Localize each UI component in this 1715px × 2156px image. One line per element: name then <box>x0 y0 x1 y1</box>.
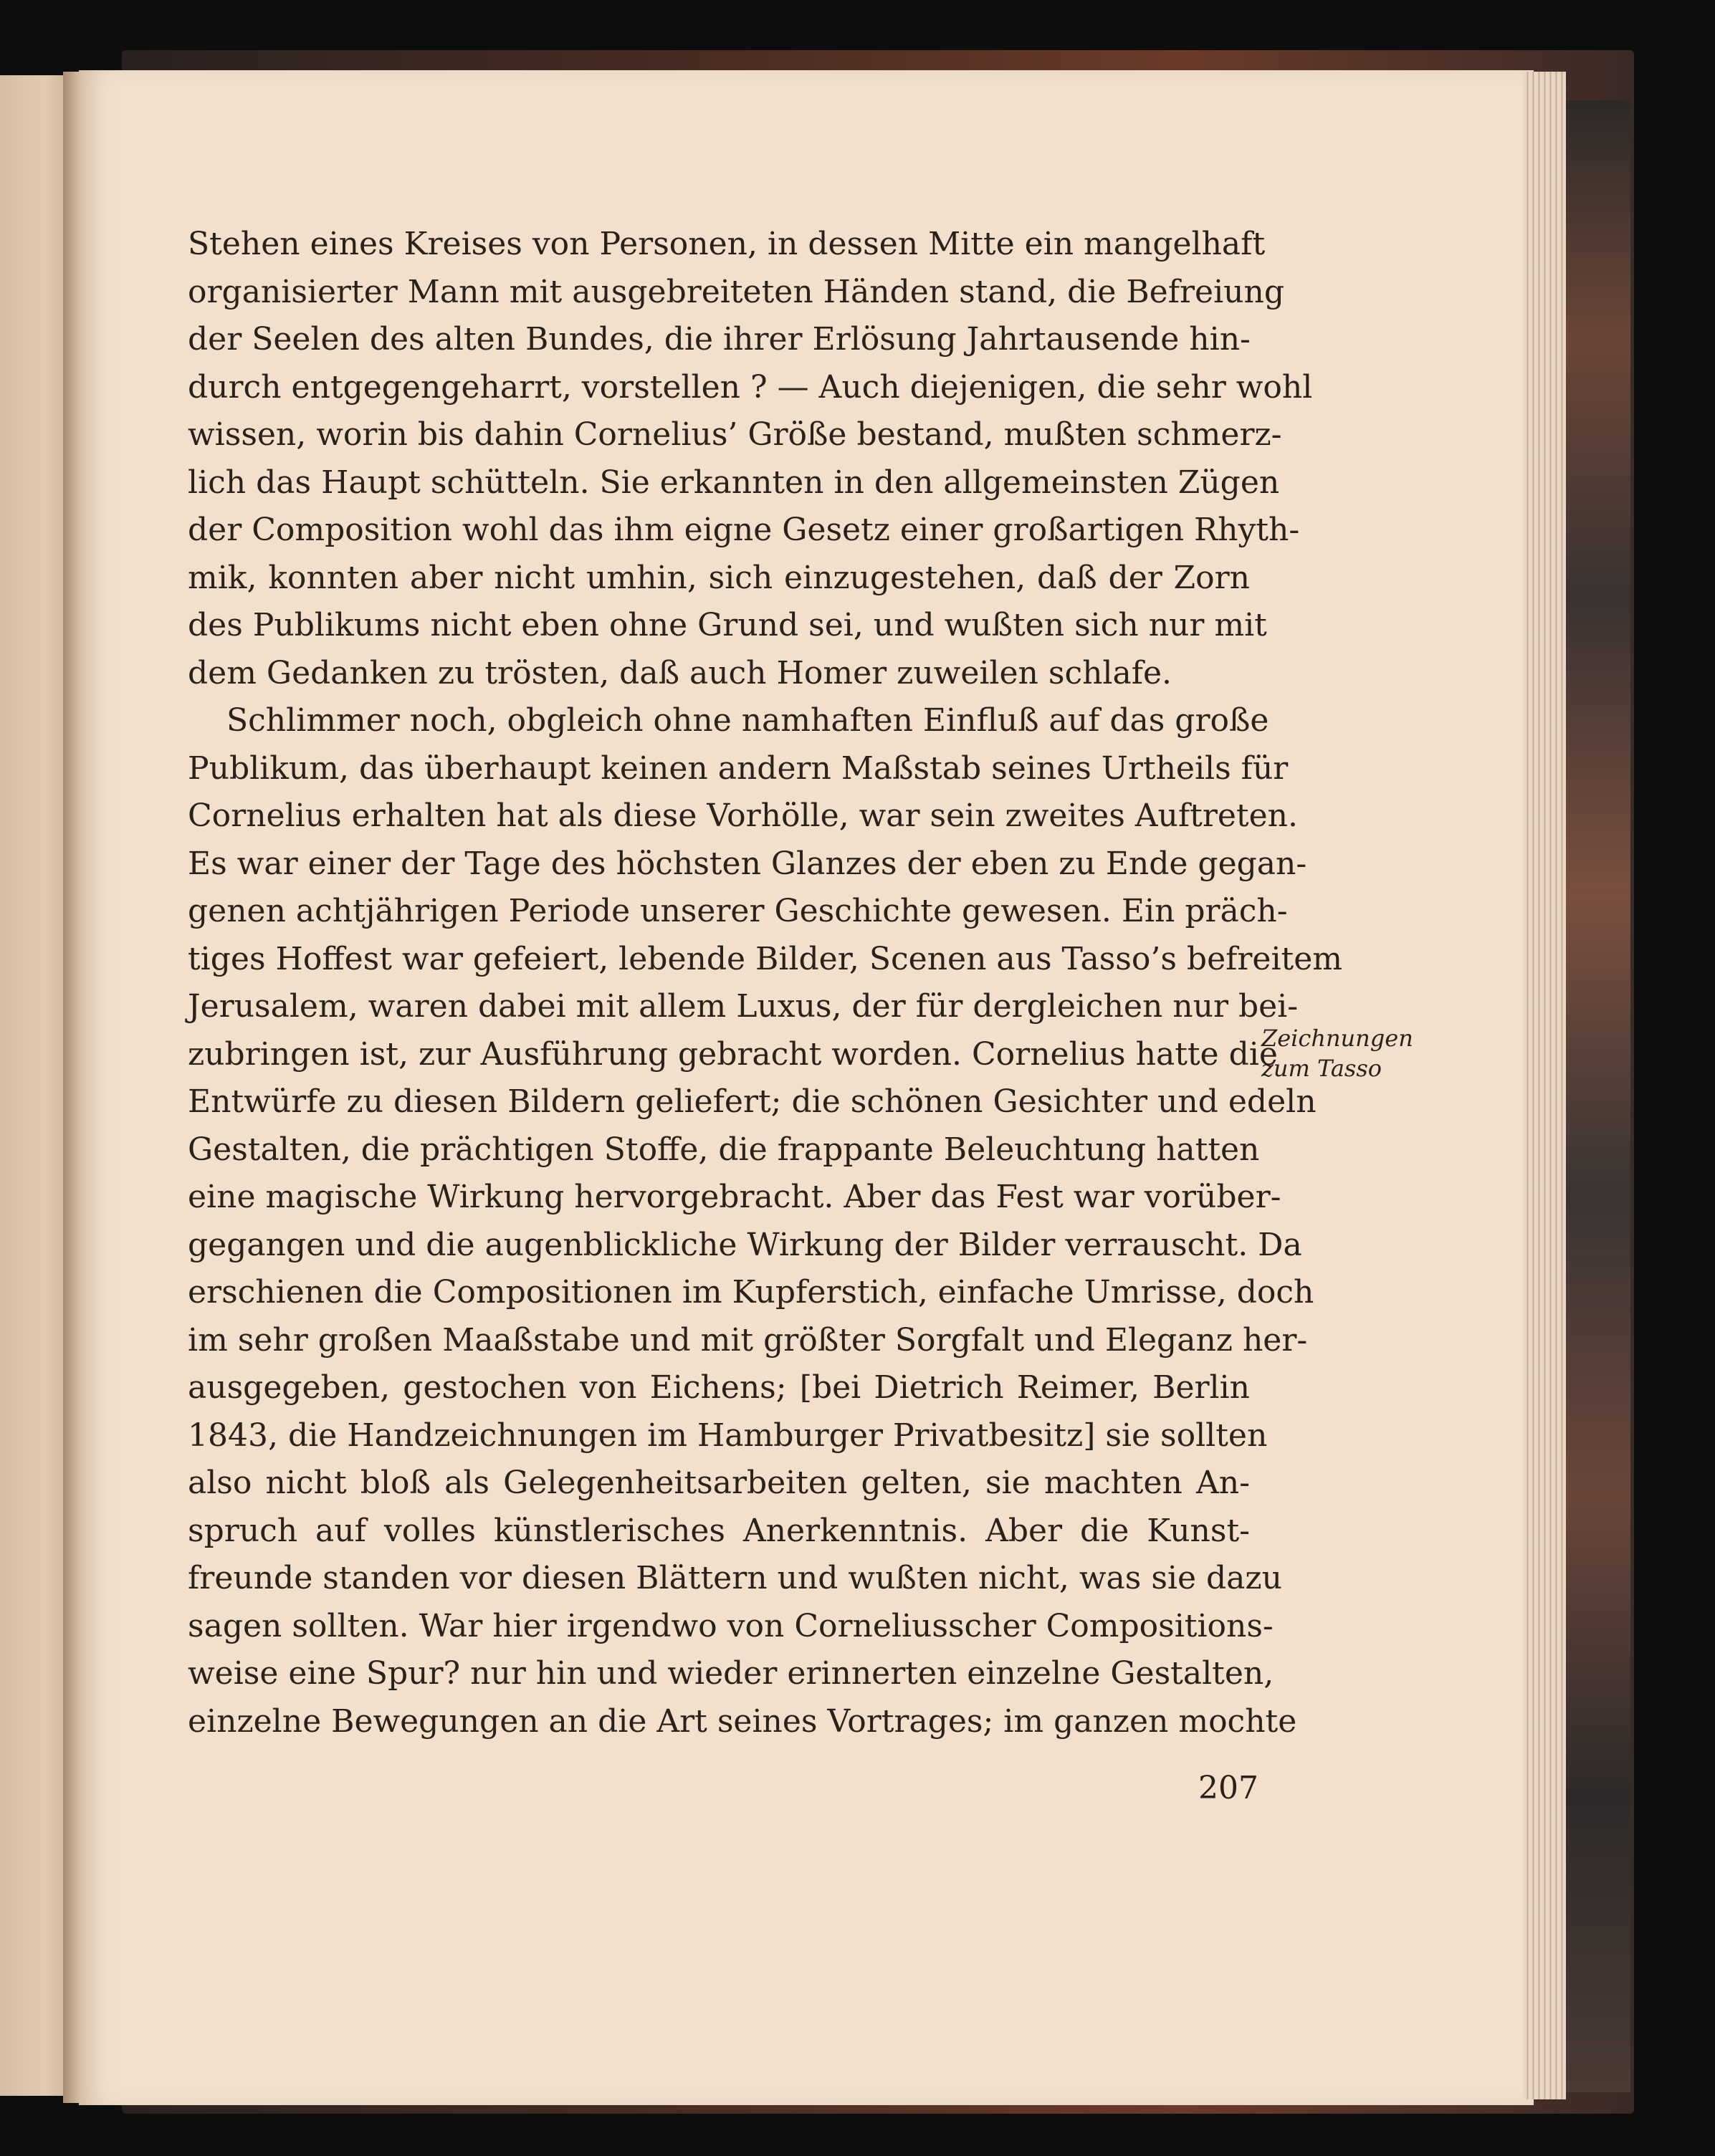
margin-note-line: Zeichnungen <box>1261 1025 1413 1052</box>
text-line: des Publikums nicht eben ohne Grund sei, und wußten sich nur mit <box>188 607 1267 643</box>
margin-note-line: zum Tasso <box>1261 1055 1382 1082</box>
text-line: sagen sollten. War hier irgendwo von Corneliusscher Compositions- <box>188 1607 1274 1644</box>
text-line: der Composition wohl das ihm eigne Gesetz einer großartigen Rhyth- <box>188 512 1300 548</box>
text-line: der Seelen des alten Bundes, die ihrer Erlösung Jahrtausende hin- <box>188 321 1251 358</box>
text-line: weise eine Spur? nur hin und wieder erinnerten einzelne Gestalten, <box>188 1655 1274 1692</box>
margin-note <box>1261 1023 1441 1083</box>
text-line: einzelne Bewegungen an die Art seines Vortrages; im ganzen mochte <box>188 1702 1297 1740</box>
text-line: dem Gedanken zu trösten, daß auch Homer zuweilen schlafe. <box>188 654 1172 691</box>
text-line: Schlimmer noch, obgleich ohne namhaften Einfluß auf das große <box>226 702 1269 739</box>
text-line: im sehr großen Maaßstabe und mit größter Sorgfalt und Eleganz her- <box>188 1321 1308 1359</box>
page-edges <box>1523 72 1566 2099</box>
text-line: Gestalten, die prächtigen Stoffe, die frappante Beleuchtung hatten <box>188 1131 1260 1168</box>
text-line: spruch auf volles künstlerisches Anerkenntnis. Aber die Kunst- <box>188 1512 1250 1549</box>
text-line: mik, konnten aber nicht umhin, sich einzugestehen, daß der Zorn <box>188 559 1250 596</box>
text-line: Stehen eines Kreises von Personen, in dessen Mitte ein mangelhaft <box>188 226 1266 262</box>
text-line: tiges Hoffest war gefeiert, lebende Bilder, Scenen aus Tasso’s befreitem <box>188 940 1342 977</box>
text-line: Publikum, das überhaupt keinen andern Maßstab seines Urtheils für <box>188 749 1289 787</box>
text-line: eine magische Wirkung hervorgebracht. Aber das Fest war vorüber- <box>188 1179 1281 1215</box>
text-line: durch entgegengeharrt, vorstellen ? — Auch diejenigen, die sehr wohl <box>188 368 1313 406</box>
text-line: freunde standen vor diesen Blättern und wußten nicht, was sie dazu <box>188 1560 1282 1596</box>
text-line: ausgegeben, gestochen von Eichens; [bei Dietrich Reimer, Berlin <box>188 1369 1250 1406</box>
text-line: erschienen die Compositionen im Kupferstich, einfache Umrisse, doch <box>188 1274 1314 1311</box>
text-line: wissen, worin bis dahin Cornelius’ Größe bestand, mußten schmerz- <box>188 416 1282 453</box>
text-line: organisierter Mann mit ausgebreiteten Händen stand, die Befreiung <box>188 273 1284 310</box>
marbled-cover <box>1566 100 1630 2092</box>
text-line: 1843, die Handzeichnungen im Hamburger Privatbesitz] sie sollten <box>188 1417 1268 1454</box>
text-line: Es war einer der Tage des höchsten Glanzes der eben zu Ende gegan- <box>188 845 1307 882</box>
text-line: gegangen und die augenblickliche Wirkung der Bilder verrauscht. Da <box>188 1226 1302 1263</box>
text-line: also nicht bloß als Gelegenheitsarbeiten gelten, sie machten An- <box>188 1465 1250 1501</box>
page-number: 207 <box>1198 1770 1258 1806</box>
text-line: Jerusalem, waren dabei mit allem Luxus, der für dergleichen nur bei- <box>188 988 1299 1025</box>
text-line: lich das Haupt schütteln. Sie erkannten in den allgemeinsten Zügen <box>188 464 1280 501</box>
text-line: Entwürfe zu diesen Bildern geliefert; die schönen Gesichter und edeln <box>188 1083 1317 1120</box>
text-line: genen achtjährigen Periode unserer Geschichte gewesen. Ein präch- <box>188 893 1288 929</box>
text-line: zubringen ist, zur Ausführung gebracht worden. Cornelius hatte die <box>188 1035 1278 1073</box>
text-line: Cornelius erhalten hat als diese Vorhölle, war sein zweites Auftreten. <box>188 797 1298 834</box>
